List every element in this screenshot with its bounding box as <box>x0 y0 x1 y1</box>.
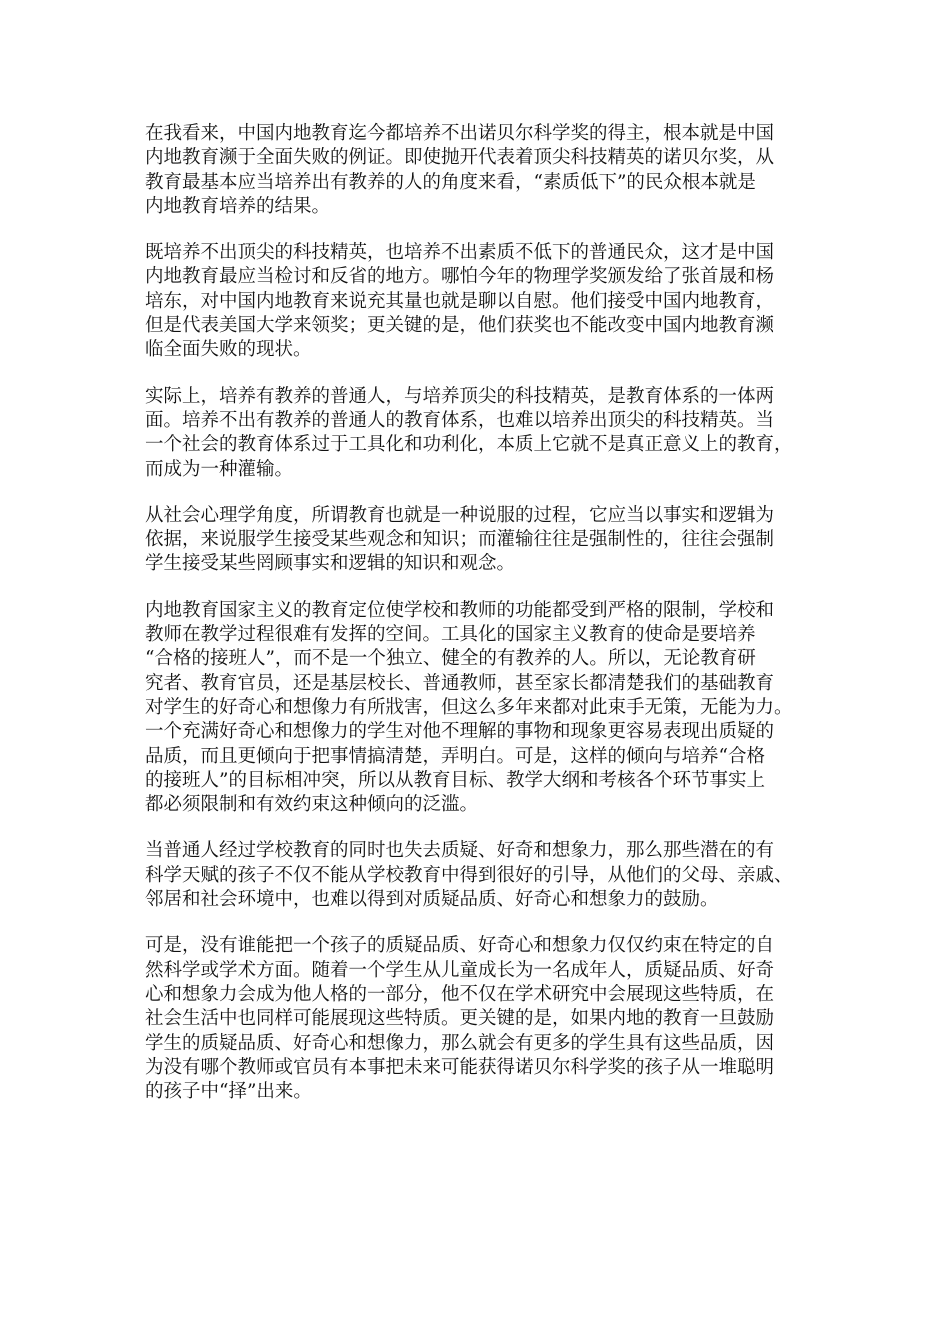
text-line: 实际上，培养有教养的普通人，与培养顶尖的科技精英，是教育体系的一体两 <box>145 385 775 407</box>
text-line: 的接班人”的目标相冲突，所以从教育目标、教学大纲和考核各个环节事实上 <box>145 769 765 791</box>
paragraph-6 <box>145 839 807 912</box>
text-line: 内地教育培养的结果。 <box>145 195 331 217</box>
text-line: “合格的接班人”，而不是一个独立、健全的有教养的人。所以，无论教育研 <box>145 648 756 670</box>
text-line: 而成为一种灌输。 <box>145 458 294 480</box>
text-line: 社会生活中也同样可能展现这些特质。更关键的是，如果内地的教育一旦鼓励 <box>145 1008 775 1030</box>
paragraph-1 <box>145 122 807 219</box>
text-line: 学生的质疑品质、好奇心和想像力，那么就会有更多的学生具有这些品质，因 <box>145 1032 775 1054</box>
text-line: 内地教育最应当检讨和反省的地方。哪怕今年的物理学奖颁发给了张首晟和杨 <box>145 266 775 288</box>
text-line: 教育最基本应当培养出有教养的人的角度来看，“素质低下”的民众根本就是 <box>145 171 756 193</box>
text-line: 然科学或学术方面。随着一个学生从儿童成长为一名成年人，质疑品质、好奇 <box>145 959 775 981</box>
text-line: 内地教育国家主义的教育定位使学校和教师的功能都受到严格的限制，学校和 <box>145 599 775 621</box>
text-line: 对学生的好奇心和想像力有所戕害，但这么多年来都对此束手无策，无能为力。 <box>145 696 793 718</box>
paragraph-2 <box>145 241 807 362</box>
text-line: 一个充满好奇心和想像力的学生对他不理解的事物和现象更容易表现出质疑的 <box>145 721 775 743</box>
text-line: 心和想象力会成为他人格的一部分，他不仅在学术研究中会展现这些特质，在 <box>145 983 775 1005</box>
text-line: 在我看来，中国内地教育迄今都培养不出诺贝尔科学奖的得主，根本就是中国 <box>145 123 775 144</box>
paragraph-4 <box>145 504 807 577</box>
paragraph-5 <box>145 599 807 818</box>
text-line: 邻居和社会环境中，也难以得到对质疑品质、好奇心和想象力的鼓励。 <box>145 889 719 911</box>
text-line: 内地教育濒于全面失败的例证。即使抛开代表着顶尖科技精英的诺贝尔奖，从 <box>145 147 775 169</box>
text-line: 科学天赋的孩子不仅不能从学校教育中得到很好的引导，从他们的父母、亲戚、 <box>145 864 793 886</box>
text-line: 从社会心理学角度，所谓教育也就是一种说服的过程，它应当以事实和逻辑为 <box>145 504 775 526</box>
text-line: 可是，没有谁能把一个孩子的质疑品质、好奇心和想象力仅仅约束在特定的自 <box>145 935 775 957</box>
text-line: 学生接受某些罔顾事实和逻辑的知识和观念。 <box>145 553 516 575</box>
text-line: 都必须限制和有效约束这种倾向的泛滥。 <box>145 794 479 816</box>
text-line: 一个社会的教育体系过于工具化和功利化，本质上它就不是真正意义上的教育， <box>145 434 793 456</box>
text-line: 品质，而且更倾向于把事情搞清楚，弄明白。可是，这样的倾向与培养“合格 <box>145 745 765 767</box>
text-line: 依据，来说服学生接受某些观念和知识；而灌输往往是强制性的，往往会强制 <box>145 529 775 551</box>
paragraph-7 <box>145 934 807 1104</box>
document-page <box>145 122 807 1126</box>
text-line: 但是代表美国大学来领奖；更关键的是，他们获奖也不能改变中国内地教育濒 <box>145 315 775 337</box>
text-line: 既培养不出顶尖的科技精英，也培养不出素质不低下的普通民众，这才是中国 <box>145 242 775 264</box>
text-line: 培东，对中国内地教育来说充其量也就是聊以自慰。他们接受中国内地教育， <box>145 290 775 312</box>
text-line: 面。培养不出有教养的普通人的教育体系，也难以培养出顶尖的科技精英。当 <box>145 409 775 431</box>
text-line: 究者、教育官员，还是基层校长、普通教师，甚至家长都清楚我们的基础教育 <box>145 672 775 694</box>
paragraph-3 <box>145 385 807 482</box>
text-line: 临全面失败的现状。 <box>145 339 312 361</box>
text-line: 为没有哪个教师或官员有本事把未来可能获得诺贝尔科学奖的孩子从一堆聪明 <box>145 1056 775 1078</box>
text-line: 当普通人经过学校教育的同时也失去质疑、好奇和想象力，那么那些潜在的有 <box>145 840 775 862</box>
text-line: 教师在教学过程很难有发挥的空间。工具化的国家主义教育的使命是要培养 <box>145 624 756 646</box>
text-line: 的孩子中“择”出来。 <box>145 1081 312 1103</box>
